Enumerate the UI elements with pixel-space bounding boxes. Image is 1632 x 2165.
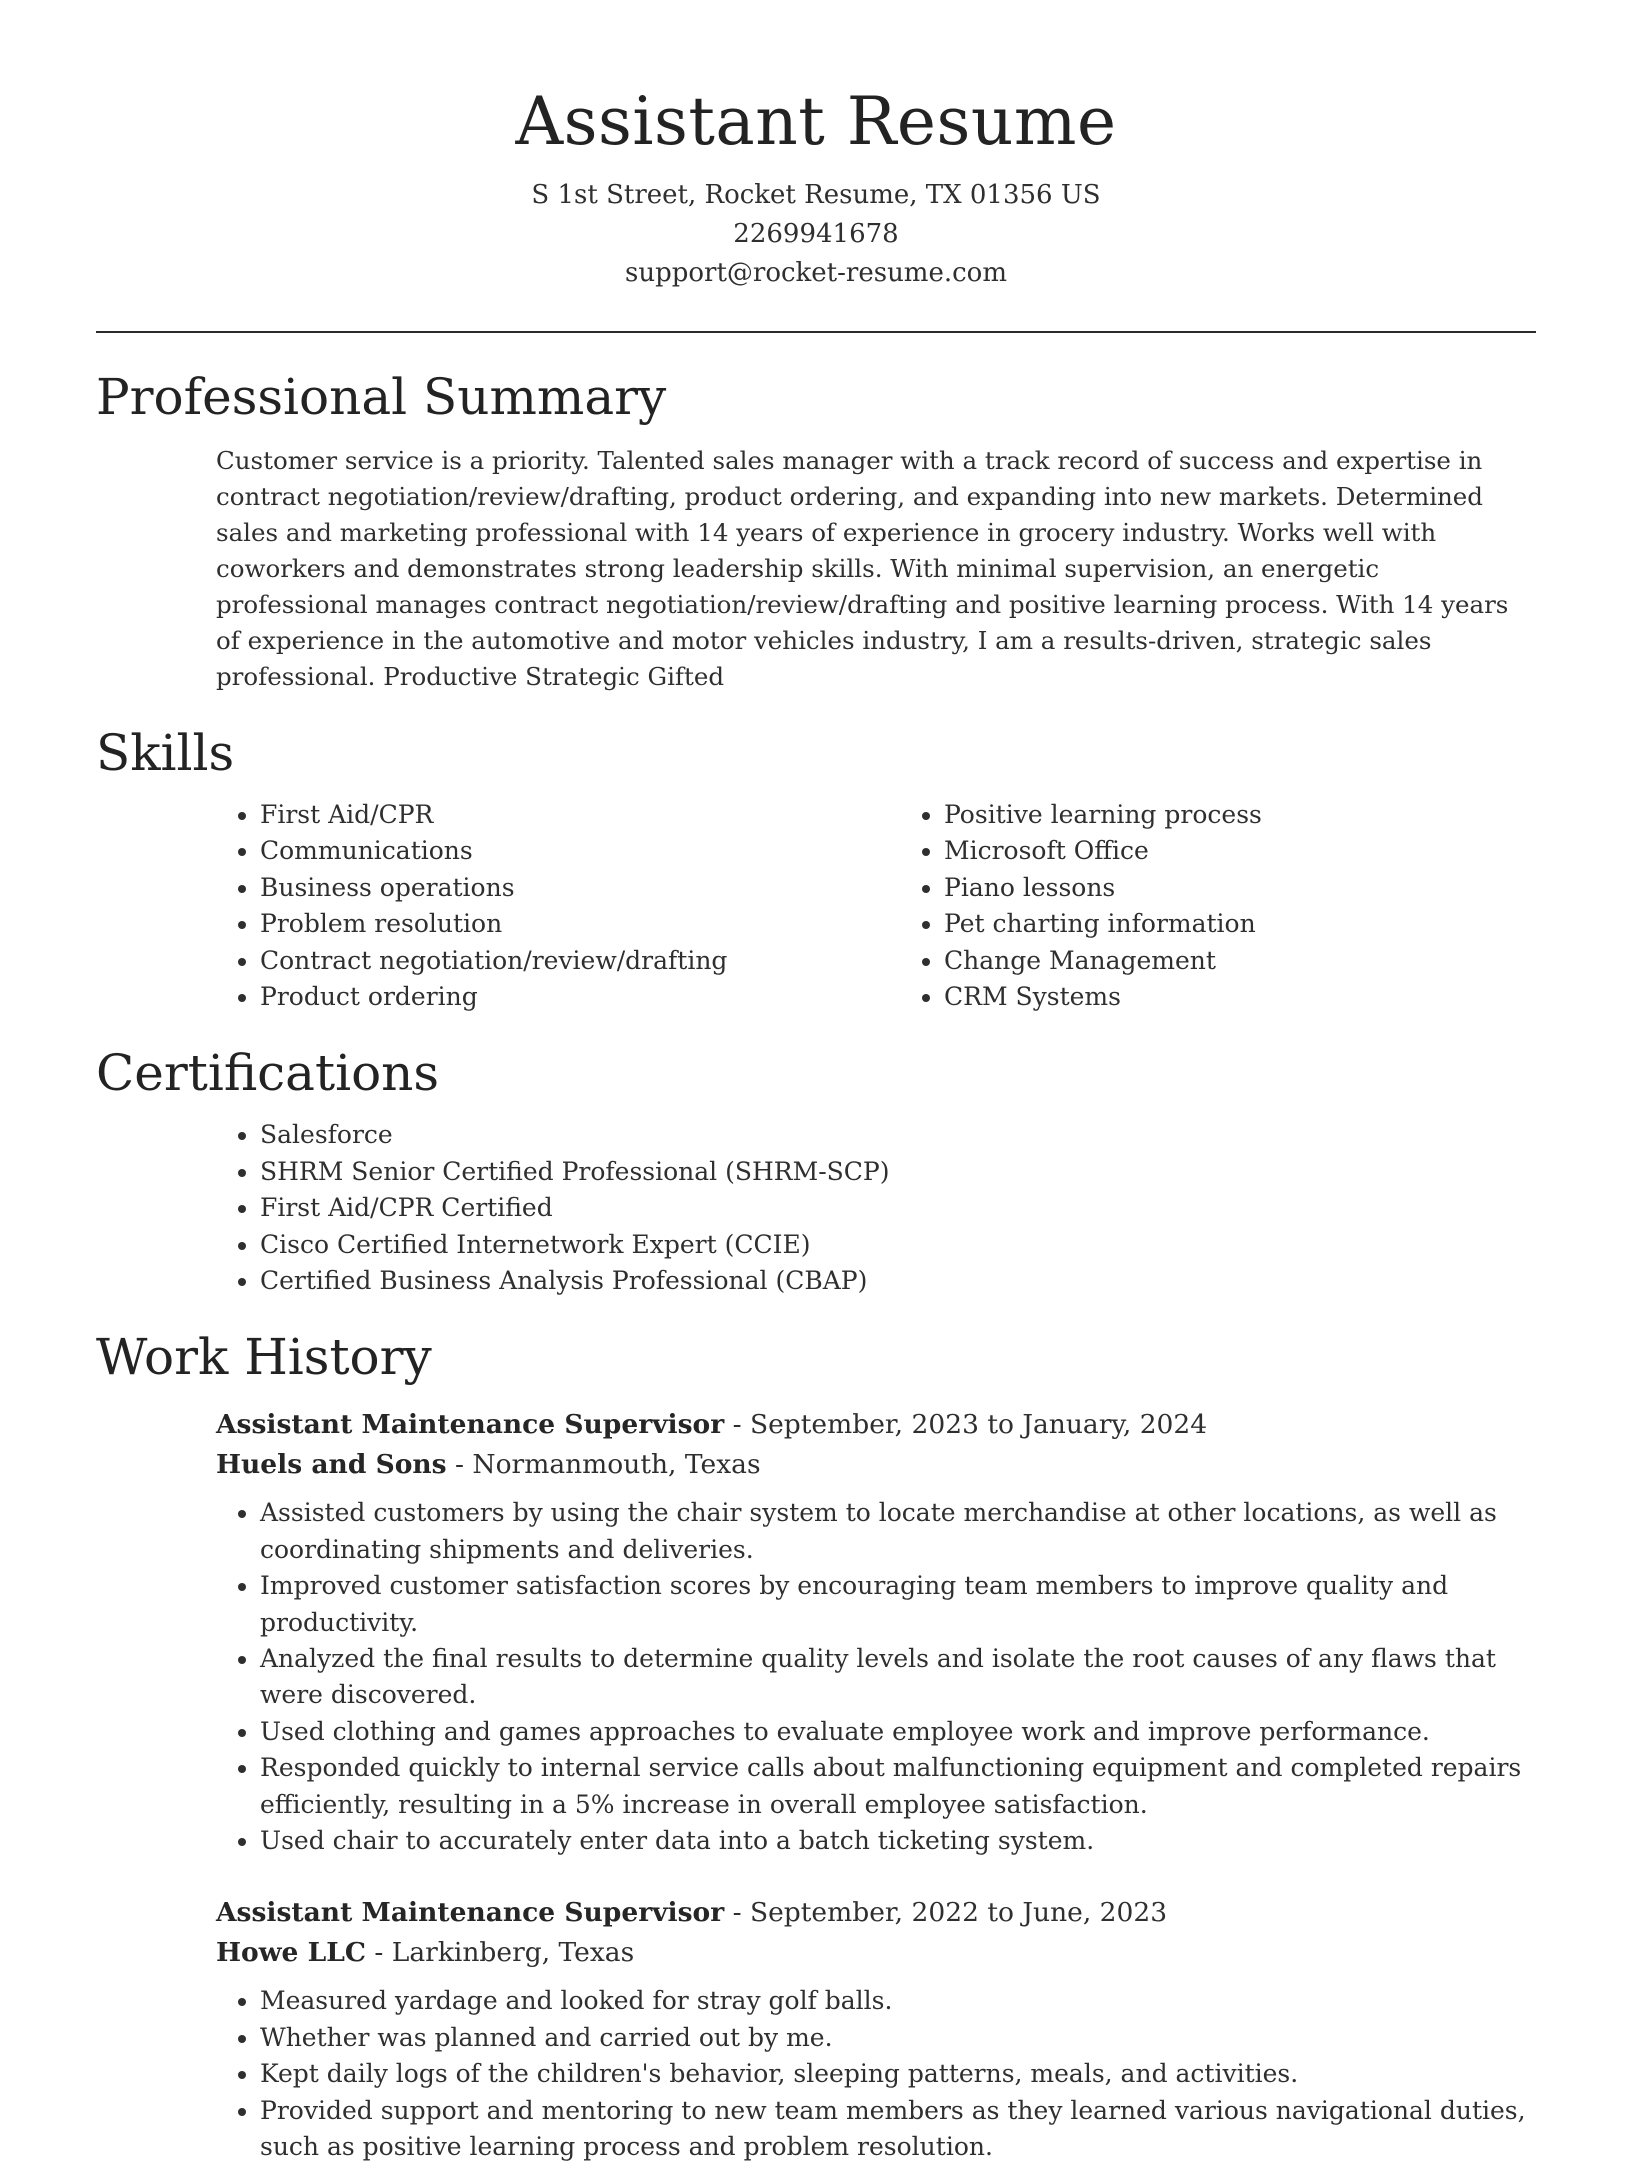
contact-address: S 1st Street, Rocket Resume, TX 01356 US	[531, 179, 1101, 210]
job-dates: - September, 2023 to January, 2024	[724, 1409, 1208, 1441]
certifications-section	[96, 1043, 1536, 1299]
skill-item: • Contract negotiation/review/drafting	[260, 943, 780, 979]
skills-column-1	[96, 797, 780, 1015]
job-role: Assistant Maintenance Supervisor	[216, 1409, 725, 1441]
certification-item: • Certified Business Analysis Professional (CBAP)	[260, 1263, 1536, 1299]
job-company-line	[216, 1933, 1536, 1973]
job-title-line	[216, 1893, 1536, 1933]
resume-title: Assistant Resume	[515, 83, 1117, 160]
skills-column-2	[780, 797, 1464, 1015]
job-company-line	[216, 1445, 1536, 1485]
job-role: Assistant Maintenance Supervisor	[216, 1897, 725, 1929]
resume-header	[96, 0, 1536, 293]
certification-item: • First Aid/CPR Certified	[260, 1190, 1536, 1226]
skill-item: • Positive learning process	[944, 797, 1464, 833]
work-history-heading: Work History	[96, 1328, 432, 1387]
job-duties-list	[96, 1983, 1536, 2165]
skills-section	[96, 723, 1536, 1015]
skill-item: • First Aid/CPR	[260, 797, 780, 833]
job-duty: • Kept daily logs of the children's behavior, sleeping patterns, meals, and activities.	[260, 2056, 1536, 2092]
job-duty: • Provided support and mentoring to new team members as they learned various navigational duties, such as positive learning process and problem resolution.	[260, 2093, 1536, 2165]
work-history-section	[96, 1327, 1536, 2165]
job-entry	[96, 1405, 1536, 1859]
certification-item: • SHRM Senior Certified Professional (SHRM-SCP)	[260, 1154, 1536, 1190]
job-location: - Normanmouth, Texas	[446, 1449, 761, 1481]
certification-item: • Salesforce	[260, 1117, 1536, 1153]
skill-item: • Microsoft Office	[944, 833, 1464, 869]
contact-email: support@rocket-resume.com	[624, 257, 1007, 288]
summary-section	[96, 367, 1536, 695]
skill-item: • Business operations	[260, 870, 780, 906]
skill-item: • Problem resolution	[260, 906, 780, 942]
skill-item: • Pet charting information	[944, 906, 1464, 942]
job-duty: • Analyzed the final results to determine quality levels and isolate the root causes of any flaws that were discovered.	[260, 1641, 1536, 1714]
skill-item: • Change Management	[944, 943, 1464, 979]
job-company: Howe LLC	[216, 1937, 366, 1969]
contact-phone: 2269941678	[733, 218, 899, 249]
job-duty: • Assisted customers by using the chair system to locate merchandise at other locations, as well as coordinating shipments and deliveries.	[260, 1495, 1536, 1568]
job-duty: • Improved customer satisfaction scores by encouraging team members to improve quality and productivity.	[260, 1568, 1536, 1641]
skill-item: • Communications	[260, 833, 780, 869]
job-entry	[96, 1893, 1536, 2165]
summary-heading: Professional Summary	[96, 367, 667, 426]
job-company: Huels and Sons	[216, 1449, 447, 1481]
job-dates: - September, 2022 to June, 2023	[724, 1897, 1168, 1929]
job-duty: • Used chair to accurately enter data into a batch ticketing system.	[260, 1823, 1536, 1859]
certification-item: • Cisco Certified Internetwork Expert (CCIE)	[260, 1227, 1536, 1263]
job-duties-list	[96, 1495, 1536, 1859]
skill-item: • Piano lessons	[944, 870, 1464, 906]
skills-grid	[96, 797, 1536, 1015]
skill-item: • Product ordering	[260, 979, 780, 1015]
skills-heading: Skills	[96, 723, 235, 782]
header-divider	[96, 331, 1536, 333]
job-duty: • Measured yardage and looked for stray golf balls.	[260, 1983, 1536, 2019]
certifications-list	[96, 1117, 1536, 1299]
job-duty: • Responded quickly to internal service calls about malfunctioning equipment and completed repairs efficiently, resulting in a 5% increase in overall employee satisfaction.	[260, 1750, 1536, 1823]
job-duty: • Used clothing and games approaches to evaluate employee work and improve performance.	[260, 1714, 1536, 1750]
job-duty: • Whether was planned and carried out by me.	[260, 2020, 1536, 2056]
certifications-heading: Certifications	[96, 1044, 440, 1103]
summary-text: Customer service is a priority. Talented sales manager with a track record of success and expertise in contract negotiation/review/drafting, product ordering, and expanding into new markets. Determined sales and marketing professional with 14 years of experience in grocery industry. Works well with coworkers and demonstrates strong leadership skills. With minimal supervision, an energetic professional manages contract negotiation/review/drafting and positive learning process. With 14 years of experience in the automotive and motor vehicles industry, I am a results-driven, strategic sales professional. Productive Strategic Gifted	[216, 445, 1509, 691]
job-location: - Larkinberg, Texas	[365, 1937, 635, 1969]
job-title-line	[216, 1405, 1536, 1445]
skill-item: • CRM Systems	[944, 979, 1464, 1015]
